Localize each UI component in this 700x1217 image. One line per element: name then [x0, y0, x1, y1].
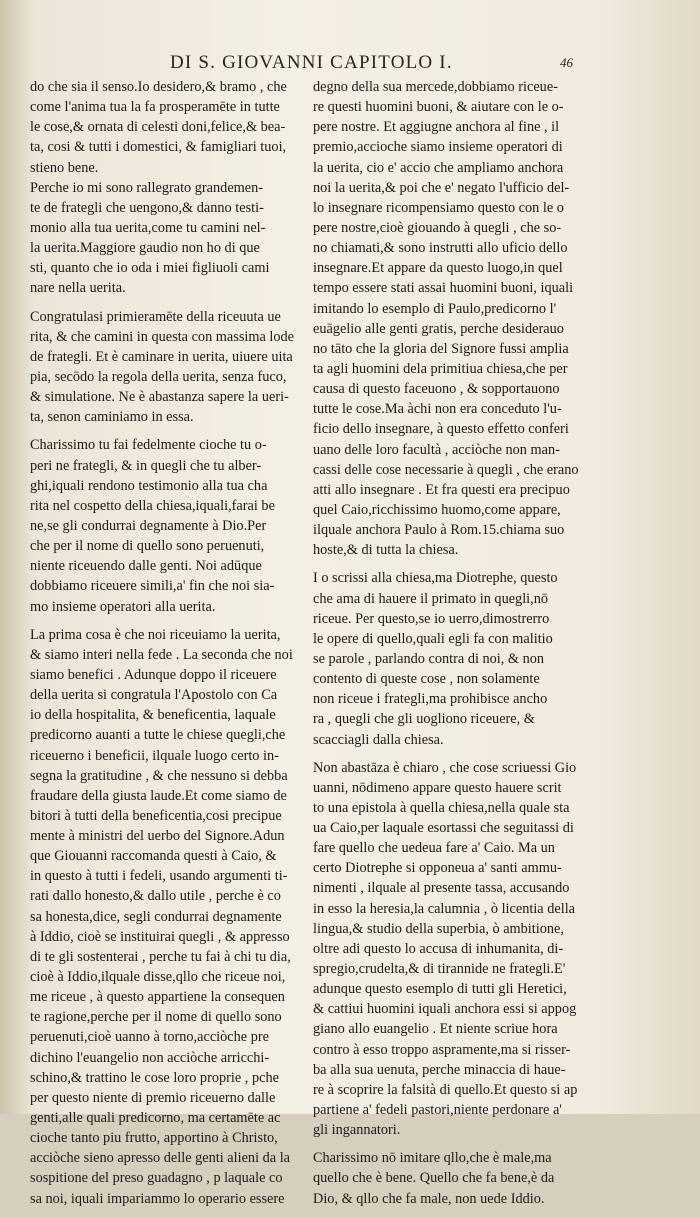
- text-line: in questo à tutti i fedeli, usando argumenti ti-: [30, 868, 288, 885]
- right-paragraph: [313, 77, 598, 560]
- text-line: Congratulasi primieramēte della riceuuta ue: [30, 308, 281, 325]
- text-line: tempo essere stati assai huomini buoni, iquali: [313, 280, 574, 297]
- text-line: & simulatione. Ne è abastanza sapere la ueri-: [30, 389, 289, 406]
- text-line: pere nostre,cioè giouando à quegli , che so-: [313, 219, 562, 236]
- right-paragraph: [313, 568, 598, 749]
- text-line: contento di queste cose , non solamente: [313, 671, 540, 688]
- text-line: ghi,iquali rendono testimonio alla tua cha: [30, 477, 268, 494]
- text-line: & cattiui huomini iquali anchora essi si appog: [313, 1001, 577, 1018]
- text-line: ilquale anchora Paulo à Rom.15.chiama suo: [313, 522, 565, 539]
- text-line: dichino l'euangelio non acciòche arricchi-: [30, 1049, 270, 1066]
- text-line: cioè à Iddio,ilquale disse,qllo che riceue noi,: [30, 969, 286, 986]
- left-paragraph: [30, 435, 316, 616]
- text-line: imitando lo esemplo di Paulo,predicorno l': [313, 300, 557, 317]
- text-line: partiene a' fedeli pastori,niente perdonare a': [313, 1102, 562, 1119]
- text-line: spregio,crudelta,& di tirannide ne frategli.E': [313, 961, 566, 978]
- text-line: quello che è bene. Quello che fa bene,è da: [313, 1170, 555, 1187]
- text-line: come l'anima tua la fa prosperamēte in tutte: [30, 99, 280, 116]
- text-line: to una epistola à quella chiesa,nella quale sta: [313, 799, 570, 816]
- text-line: sospitione del preso guadagno , p laquale co: [30, 1170, 283, 1187]
- text-line: noi la uerita,& poi che e' negato l'ufficio del-: [313, 179, 570, 196]
- text-line: insegnare.Et appare da questo luogo,in quel: [313, 260, 563, 277]
- text-line: schino,& trattino le cose loro proprie , pche: [30, 1069, 279, 1086]
- text-line: à Iddio, cioè se instituirai quegli , & appresso: [30, 928, 290, 945]
- text-line: di te gli sostenterai , perche tu fai à chi tu dia,: [30, 948, 291, 965]
- text-line: Charissimo tu fai fedelmente cioche tu o-: [30, 437, 267, 454]
- text-line: bitori à tutti della beneficentia,cosi precipue: [30, 807, 282, 824]
- right-text-column: [313, 77, 598, 1217]
- text-line: que Giouanni raccomanda questi à Caio, &: [30, 848, 277, 865]
- text-line: lingua,& studio della superbia, ò ambitione,: [313, 920, 564, 937]
- text-line: I o scrissi alla chiesa,ma Diotrephe, questo: [313, 570, 558, 587]
- text-line: certo Diotrephe si opponeua a' santi ammu-: [313, 860, 562, 877]
- text-line: predicorno auanti a tutte le chiese quegli,che: [30, 727, 286, 744]
- text-line: cioche tanto piu frutto, apportino à Christo,: [30, 1130, 278, 1147]
- text-line: segna la gratitudine , & che nessuno si debba: [30, 767, 288, 784]
- text-line: gli ingannatori.: [313, 1122, 401, 1139]
- text-line: per questo niente di premio riceuerno dalle: [30, 1089, 276, 1106]
- text-line: sa honesta,dice, segli condurrai degnamente: [30, 908, 282, 925]
- text-line: uano delle loro facultà , acciòche non man-: [313, 441, 560, 458]
- text-line: le cose,& ornata di celesti doni,felice,& bea-: [30, 119, 286, 136]
- text-line: pia, secōdo la regola della uerita, senza fuco,: [30, 368, 287, 385]
- text-line: atti allo insegnare . Et fra questi era precipuo: [313, 481, 570, 498]
- text-line: che ama di hauere il primato in quegli,nō: [313, 590, 549, 607]
- running-header: DI S. GIOVANNI CAPITOLO I.: [170, 52, 453, 73]
- text-line: euāgelio alle genti gratis, perche desiderauo: [313, 320, 564, 337]
- text-line: acciòche sieno apresso delle genti alieni da la: [30, 1150, 291, 1167]
- text-line: scacciagli dalla chiesa.: [313, 731, 444, 748]
- text-line: ua Caio,per laquale esortassi che seguitassi di: [313, 820, 574, 837]
- text-line: sa noi, iquali impariammo lo operario essere: [30, 1190, 285, 1207]
- text-line: peri ne frategli, & in quegli che tu alber-: [30, 457, 262, 474]
- text-line: ficio dello insegnare, à questo effetto conferi: [313, 421, 569, 438]
- text-line: te ragione,perche per il nome di quello sono: [30, 1009, 282, 1026]
- text-line: riceue. Per questo,se io uerro,dimostrerro: [313, 610, 550, 627]
- text-line: re à scoprire la falsità di quello.Et questo si ap: [313, 1081, 578, 1098]
- text-line: rita nel cospetto della chiesa,iquali,farai be: [30, 497, 275, 514]
- text-line: rati dallo honesto,& dallo utile , perche è co: [30, 888, 281, 905]
- text-line: niente riceuendo dalle genti. Noi adūque: [30, 558, 262, 575]
- text-line: de frategli. Et è caminare in uerita, uiuere uita: [30, 348, 293, 365]
- text-line: ta, senon caminiamo in essa.: [30, 409, 194, 426]
- text-line: quel Caio,ricchissimo huomo,come appare,: [313, 501, 561, 518]
- text-line: cassi delle cose necessarie à quegli , che erano: [313, 461, 579, 478]
- text-line: Dio, & qllo che fa male, non uede Iddio.: [313, 1190, 545, 1207]
- text-line: che per il nome di quello sono peruenuti,: [30, 538, 265, 555]
- left-text-column: [30, 77, 316, 1217]
- text-line: la uerita, cio e' accio che ampliamo anchora: [313, 159, 564, 176]
- text-line: pere nostre. Et aggiugne anchora al fine , il: [313, 119, 560, 136]
- right-paragraph: [313, 758, 598, 1141]
- right-paragraph: [313, 1148, 598, 1208]
- left-paragraph: [30, 307, 316, 428]
- text-line: te de frategli che uengono,& danno testi-: [30, 199, 264, 216]
- text-line: nare nella uerita.: [30, 280, 126, 297]
- text-line: riceuerno i beneficii, ilquale luogo certo in-: [30, 747, 279, 764]
- text-line: mente à ministri del uerbo del Signore.Adun: [30, 828, 285, 845]
- text-line: dobbiamo riceuere simili,a' fin che noi sia-: [30, 578, 275, 595]
- text-line: ba alla sua uenuta, perche minaccia di haue-: [313, 1061, 566, 1078]
- text-line: le opere di quello,quali egli fa con malitio: [313, 630, 553, 647]
- text-line: peruenuti,cioè uanno à torno,acciòche pre: [30, 1029, 269, 1046]
- text-line: no chiamati,& sono instrutti allo uficio dello: [313, 240, 568, 257]
- left-paragraph: [30, 77, 316, 299]
- text-line: monio alla tua uerita,come tu camini nel-: [30, 219, 266, 236]
- text-line: nimenti , ilquale al presente tassa, accusando: [313, 880, 570, 897]
- text-line: Charissimo nō imitare qllo,che è male,ma: [313, 1150, 552, 1167]
- text-line: degno della sua mercede,dobbiamo riceue-: [313, 79, 558, 95]
- text-line: la uerita.Maggiore gaudio non ho di que: [30, 240, 260, 257]
- text-line: fraudare della giusta laude.Et come siamo de: [30, 787, 287, 804]
- text-line: se parole , parlando contra di noi, & non: [313, 650, 545, 667]
- text-line: giano allo euangelio . Et niente scriue hora: [313, 1021, 558, 1038]
- text-line: della uerita si congratula l'Apostolo con Ca: [30, 687, 278, 704]
- text-line: Perche io mi sono rallegrato grandemen-: [30, 179, 264, 196]
- text-line: tutte le cose.Ma àchi non era conceduto l'u-: [313, 401, 562, 418]
- text-line: stieno bene.: [30, 159, 99, 176]
- left-paragraph: [30, 625, 316, 1209]
- text-line: contro à esso troppo aspramente,ma si risser-: [313, 1041, 571, 1058]
- text-line: ra , quegli che gli uogliono riceuere, &: [313, 711, 535, 728]
- text-line: ne,se gli condurrai degnamente à Dio.Per: [30, 517, 267, 534]
- text-line: ta, cosi & tutti i domestici, & famigliari tuoi,: [30, 139, 287, 156]
- text-line: non riceue i frategli,ma prohibisce ancho: [313, 691, 548, 708]
- text-line: causa di questo faceuono , & sopportauono: [313, 381, 560, 398]
- text-line: me riceue , à questo appartiene la consequen: [30, 989, 285, 1006]
- text-line: Non abastāza è chiaro , che cose scriuessi Gio: [313, 759, 577, 776]
- text-line: La prima cosa è che noi riceuiamo la uerita,: [30, 626, 281, 643]
- text-line: oltre adi questo lo accusa di inhumanita, di-: [313, 940, 564, 957]
- text-line: siamo benefici . Adunque doppo il riceuere: [30, 666, 277, 683]
- text-line: rita, & che camini in questa con massima lode: [30, 328, 295, 345]
- text-line: sti, quanto che io oda i miei figliuoli cami: [30, 260, 270, 277]
- text-line: do che sia il senso.Io desidero,& bramo , che: [30, 79, 287, 95]
- text-line: mo insieme operatori alla uerita.: [30, 598, 216, 615]
- text-line: premio,accioche siamo insieme operatori di: [313, 139, 563, 156]
- text-line: lo insegnare ricompensiamo questo con le o: [313, 199, 564, 216]
- page-number: 46: [560, 55, 573, 70]
- text-line: hoste,& di tutta la chiesa.: [313, 542, 459, 559]
- text-line: genti,alle quali predicorno, ma certamēte ac: [30, 1110, 281, 1127]
- text-line: in esso la heresia,la calumnia , ò licentia della: [313, 900, 576, 917]
- text-line: re questi huomini buoni, & aiutare con le o-: [313, 99, 564, 116]
- text-line: uanni, nōdimeno appare questo hauere scrit: [313, 779, 562, 796]
- text-line: io della hospitalita, & beneficentia, laquale: [30, 707, 276, 724]
- text-line: adunque questo esemplo di tutti gli Heretici,: [313, 981, 567, 998]
- text-line: & siamo interi nella fede . La seconda che noi: [30, 646, 293, 663]
- text-line: no tāto che la gloria del Signore fussi amplia: [313, 340, 569, 357]
- text-line: fare quello che uedeua fare a' Caio. Ma un: [313, 840, 555, 857]
- text-line: ta agli huomini dela primitiua chiesa,che per: [313, 360, 568, 377]
